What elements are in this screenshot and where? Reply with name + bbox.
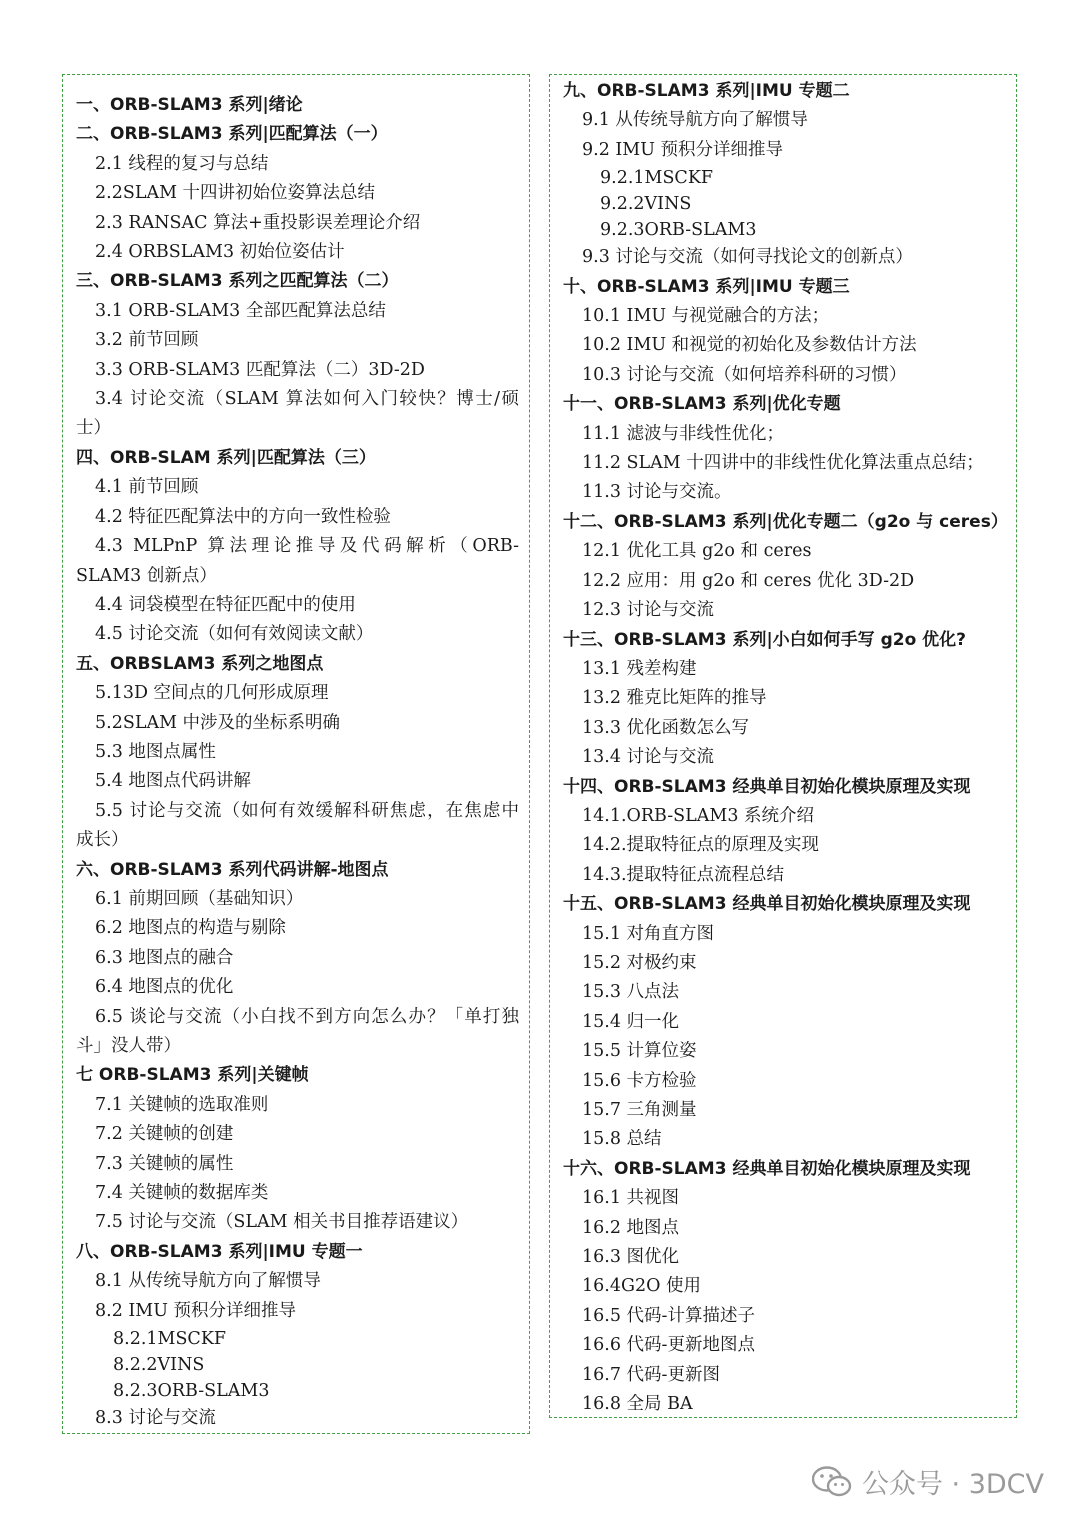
toc-entry: 5.13D 空间点的几何形成原理	[95, 683, 329, 704]
toc-entry: 16.3 图优化	[582, 1247, 680, 1268]
toc-entry: 12.2 应用：用 g2o 和 ceres 优化 3D-2D	[582, 570, 915, 591]
toc-chapter-heading: 二、ORB-SLAM3 系列|匹配算法（一）	[76, 124, 388, 145]
toc-entry: 5.4 地图点代码讲解	[95, 771, 251, 792]
toc-entry: 10.3 讨论与交流（如何培养科研的习惯）	[582, 364, 907, 385]
toc-entry: 6.4 地图点的优化	[95, 977, 234, 998]
toc-chapter-heading: 十五、ORB-SLAM3 经典单目初始化模块原理及实现	[563, 894, 971, 915]
toc-chapter-heading: 十、ORB-SLAM3 系列|IMU 专题三	[563, 276, 850, 297]
toc-entry: 9.3 讨论与交流（如何寻找论文的创新点）	[582, 247, 913, 268]
toc-entry: 3.1 ORB-SLAM3 全部匹配算法总结	[95, 300, 386, 321]
toc-column-right	[549, 74, 1017, 1418]
toc-entry: 3.2 前节回顾	[95, 330, 199, 351]
toc-entry: 2.1 线程的复习与总结	[95, 153, 269, 174]
toc-entry: 11.2 SLAM 十四讲中的非线性优化算法重点总结；	[582, 453, 984, 474]
toc-entry: 15.7 三角测量	[582, 1100, 697, 1120]
toc-entry: 16.6 代码-更新地图点	[582, 1335, 755, 1356]
toc-chapter-heading: 十二、ORB-SLAM3 系列|优化专题二（g2o 与 ceres）	[563, 511, 1008, 532]
toc-entry: 3.3 ORB-SLAM3 匹配算法（二）3D-2D	[95, 359, 425, 380]
toc-chapter-heading: 一、ORB-SLAM3 系列|绪论	[76, 95, 303, 115]
toc-entry: 16.4G2O 使用	[582, 1276, 701, 1297]
toc-entry-continuation: 成长）	[76, 830, 129, 851]
toc-chapter-heading: 六、ORB-SLAM3 系列代码讲解-地图点	[76, 859, 389, 880]
toc-subsubsection: 8.2.2VINS	[113, 1355, 205, 1376]
toc-entry: 10.2 IMU 和视觉的初始化及参数估计方法	[582, 335, 917, 356]
toc-entry: 2.4 ORBSLAM3 初始位姿估计	[95, 242, 345, 263]
toc-entry: 13.4 讨论与交流	[582, 747, 715, 768]
toc-entry: 5.5 讨论与交流（如何有效缓解科研焦虑，在焦虑中	[95, 800, 519, 821]
toc-entry-continuation: 斗」没人带）	[76, 1036, 181, 1056]
toc-chapter-heading: 四、ORB-SLAM 系列|匹配算法（三）	[76, 447, 376, 468]
toc-entry: 4.3 MLPnP 算法理论推导及代码解析（ORB-	[95, 536, 519, 557]
toc-entry: 3.4 讨论交流（SLAM 算法如何入门较快？博士/硕	[95, 389, 519, 410]
toc-entry: 9.1 从传统导航方向了解惯导	[582, 110, 808, 131]
toc-entry: 16.8 全局 BA	[582, 1394, 693, 1415]
watermark-text: 公众号 · 3DCV	[861, 1469, 1044, 1500]
toc-entry: 6.5 谈论与交流（小白找不到方向怎么办？「单打独	[95, 1006, 519, 1027]
toc-entry: 6.1 前期回顾（基础知识）	[95, 888, 304, 909]
toc-entry: 14.3.提取特征点流程总结	[582, 864, 785, 885]
toc-entry: 12.1 优化工具 g2o 和 ceres	[582, 541, 812, 562]
toc-subsubsection: 8.2.1MSCKF	[113, 1329, 227, 1350]
toc-chapter-heading: 十一、ORB-SLAM3 系列|优化专题	[563, 394, 841, 415]
toc-entry: 13.2 雅克比矩阵的推导	[582, 688, 767, 709]
toc-chapter-heading: 七 ORB-SLAM3 系列|关键帧	[76, 1065, 309, 1086]
toc-entry: 7.1 关键帧的选取准则	[95, 1094, 269, 1115]
toc-entry: 2.3 RANSAC 算法+重投影误差理论介绍	[95, 212, 421, 233]
toc-entry: 9.2 IMU 预积分详细推导	[582, 139, 784, 160]
toc-entry: 14.2.提取特征点的原理及实现	[582, 835, 820, 856]
toc-entry: 15.5 计算位姿	[582, 1041, 697, 1062]
toc-subsubsection: 9.2.2VINS	[600, 194, 692, 215]
toc-entry: 15.4 归一化	[582, 1011, 680, 1032]
toc-chapter-heading: 十三、ORB-SLAM3 系列|小白如何手写 g2o 优化?	[563, 629, 967, 650]
toc-entry: 13.3 优化函数怎么写	[582, 717, 750, 738]
toc-entry: 8.1 从传统导航方向了解惯导	[95, 1271, 321, 1292]
toc-entry: 16.5 代码-计算描述子	[582, 1305, 755, 1326]
toc-entry: 16.1 共视图	[582, 1188, 680, 1209]
toc-entry: 14.1.ORB-SLAM3 系统介绍	[582, 805, 815, 826]
toc-entry: 5.3 地图点属性	[95, 741, 216, 762]
toc-entry: 10.1 IMU 与视觉融合的方法；	[582, 306, 830, 327]
toc-entry: 15.2 对极约束	[582, 952, 697, 973]
toc-entry: 5.2SLAM 中涉及的坐标系明确	[95, 712, 341, 733]
toc-chapter-heading: 五、ORBSLAM3 系列之地图点	[76, 653, 324, 674]
toc-entry-continuation: 士）	[76, 418, 111, 439]
toc-entry: 11.1 滤波与非线性优化；	[582, 423, 785, 444]
toc-entry: 15.3 八点法	[582, 982, 680, 1003]
toc-entry: 16.2 地图点	[582, 1217, 680, 1238]
toc-subsubsection: 9.2.3ORB-SLAM3	[600, 220, 757, 241]
toc-entry: 8.3 讨论与交流	[95, 1408, 216, 1429]
toc-entry: 7.4 关键帧的数据库类	[95, 1183, 269, 1204]
toc-entry: 15.8 总结	[582, 1129, 662, 1150]
toc-entry: 15.1 对角直方图	[582, 923, 715, 944]
toc-entry: 6.3 地图点的融合	[95, 947, 234, 968]
toc-chapter-heading: 十六、ORB-SLAM3 经典单目初始化模块原理及实现	[563, 1158, 971, 1179]
toc-chapter-heading: 九、ORB-SLAM3 系列|IMU 专题二	[563, 81, 850, 101]
toc-subsubsection: 8.2.3ORB-SLAM3	[113, 1381, 270, 1402]
watermark	[812, 1462, 1044, 1501]
toc-entry: 13.1 残差构建	[582, 658, 697, 679]
toc-entry: 4.5 讨论交流（如何有效阅读文献）	[95, 624, 374, 645]
toc-entry: 7.3 关键帧的属性	[95, 1153, 234, 1174]
toc-column-left	[62, 74, 530, 1434]
toc-chapter-heading: 十四、ORB-SLAM3 经典单目初始化模块原理及实现	[563, 776, 971, 797]
toc-entry: 16.7 代码-更新图	[582, 1364, 720, 1385]
toc-entry: 12.3 讨论与交流	[582, 600, 715, 621]
toc-entry: 4.2 特征匹配算法中的方向一致性检验	[95, 506, 391, 527]
wechat-icon	[812, 1465, 852, 1499]
toc-entry: 11.3 讨论与交流。	[582, 482, 732, 503]
toc-entry: 4.4 词袋模型在特征匹配中的使用	[95, 594, 356, 615]
toc-chapter-heading: 三、ORB-SLAM3 系列之匹配算法（二）	[76, 271, 399, 292]
toc-entry: 2.2SLAM 十四讲初始位姿算法总结	[95, 183, 376, 204]
toc-chapter-heading: 八、ORB-SLAM3 系列|IMU 专题一	[76, 1241, 363, 1262]
toc-entry: 7.5 讨论与交流（SLAM 相关书目推荐语建议）	[95, 1212, 469, 1233]
toc-entry: 7.2 关键帧的创建	[95, 1124, 234, 1145]
toc-entry: 8.2 IMU 预积分详细推导	[95, 1300, 297, 1321]
toc-subsubsection: 9.2.1MSCKF	[600, 168, 714, 189]
toc-entry: 15.6 卡方检验	[582, 1070, 697, 1091]
toc-entry: 6.2 地图点的构造与剔除	[95, 918, 286, 939]
toc-entry: 4.1 前节回顾	[95, 477, 199, 498]
toc-entry-continuation: SLAM3 创新点）	[76, 565, 217, 586]
